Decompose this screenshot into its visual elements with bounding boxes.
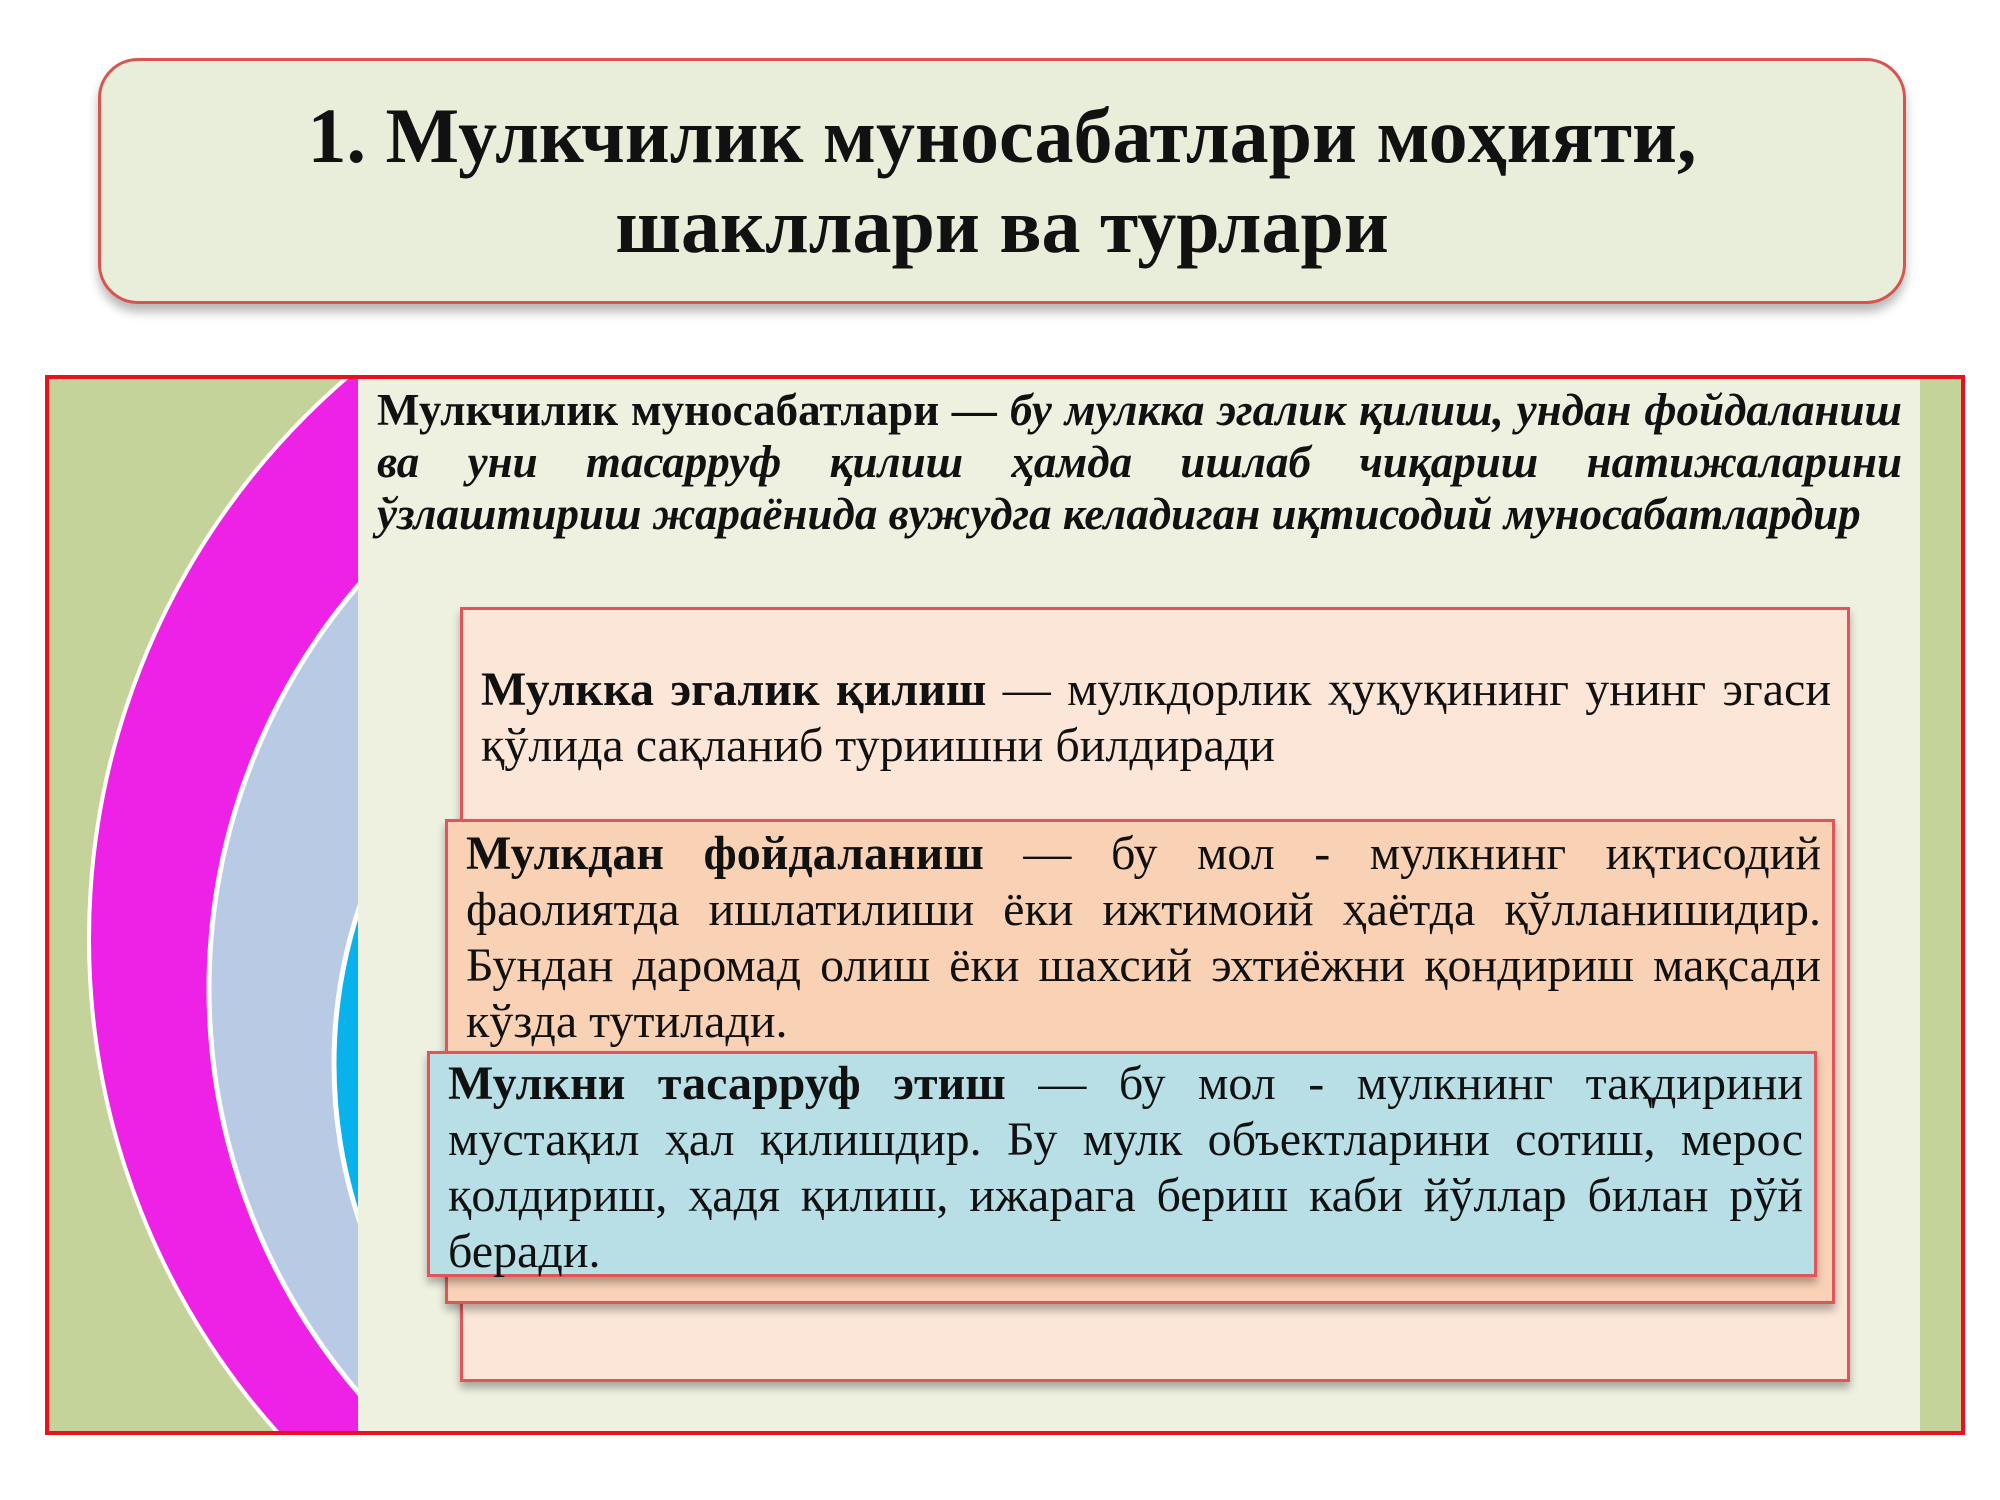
- definition-body: бу мулкка эгалик қилиш, ундан фойдаланиш ва уни тасарруф қилиш ҳамда ишлаб чиқариш натижаларини ўзлаштириш жараёнида вужудга келадиган иқтисодий муносабатлардир: [377, 385, 1902, 539]
- ownership-text: [481, 662, 1831, 774]
- ownership-term: Мулкка эгалик қилиш: [481, 663, 987, 716]
- disposal-box: [427, 1051, 1817, 1277]
- definition-text: [377, 384, 1902, 540]
- ownership-dash: —: [986, 663, 1068, 716]
- use-text: [466, 826, 1821, 1050]
- page-title: [308, 91, 1697, 271]
- title-line-1: 1. Мулкчилик муносабатлари моҳияти,: [307, 92, 1697, 179]
- disposal-text: [448, 1056, 1803, 1280]
- disposal-term: Мулкни тасарруф этиш: [448, 1057, 1006, 1110]
- disposal-body: бу мол - мулкнинг тақдирини мустақил ҳал қилишдир. Бу мулк объектларини сотиш, мерос қолдириш, ҳадя қилиш, ижарага бериш каби йўллар билан рўй беради.: [448, 1057, 1803, 1278]
- content-panel: [45, 375, 1965, 1435]
- title-box: [98, 58, 1906, 304]
- definition-term: Мулкчилик муносабатлари: [377, 385, 940, 435]
- use-dash: —: [983, 827, 1111, 880]
- definition-dash: —: [939, 385, 1010, 435]
- title-line-2: шакллари ва турлари: [615, 182, 1389, 269]
- disposal-dash: —: [1005, 1057, 1119, 1110]
- ownership-body: мулкдорлик ҳуқуқининг унинг эгаси қўлида сақланиб туриишни билдиради: [481, 663, 1832, 772]
- use-term: Мулкдан фойдаланиш: [466, 827, 984, 880]
- use-body: бу мол - мулкнинг иқтисодий фаолиятда ишлатилиши ёки ижтимоий ҳаётда қўлланишидир. Бундан даромад олиш ёки шахсий эхтиёжни қондириш мақсади кўзда тутилади.: [466, 827, 1822, 1048]
